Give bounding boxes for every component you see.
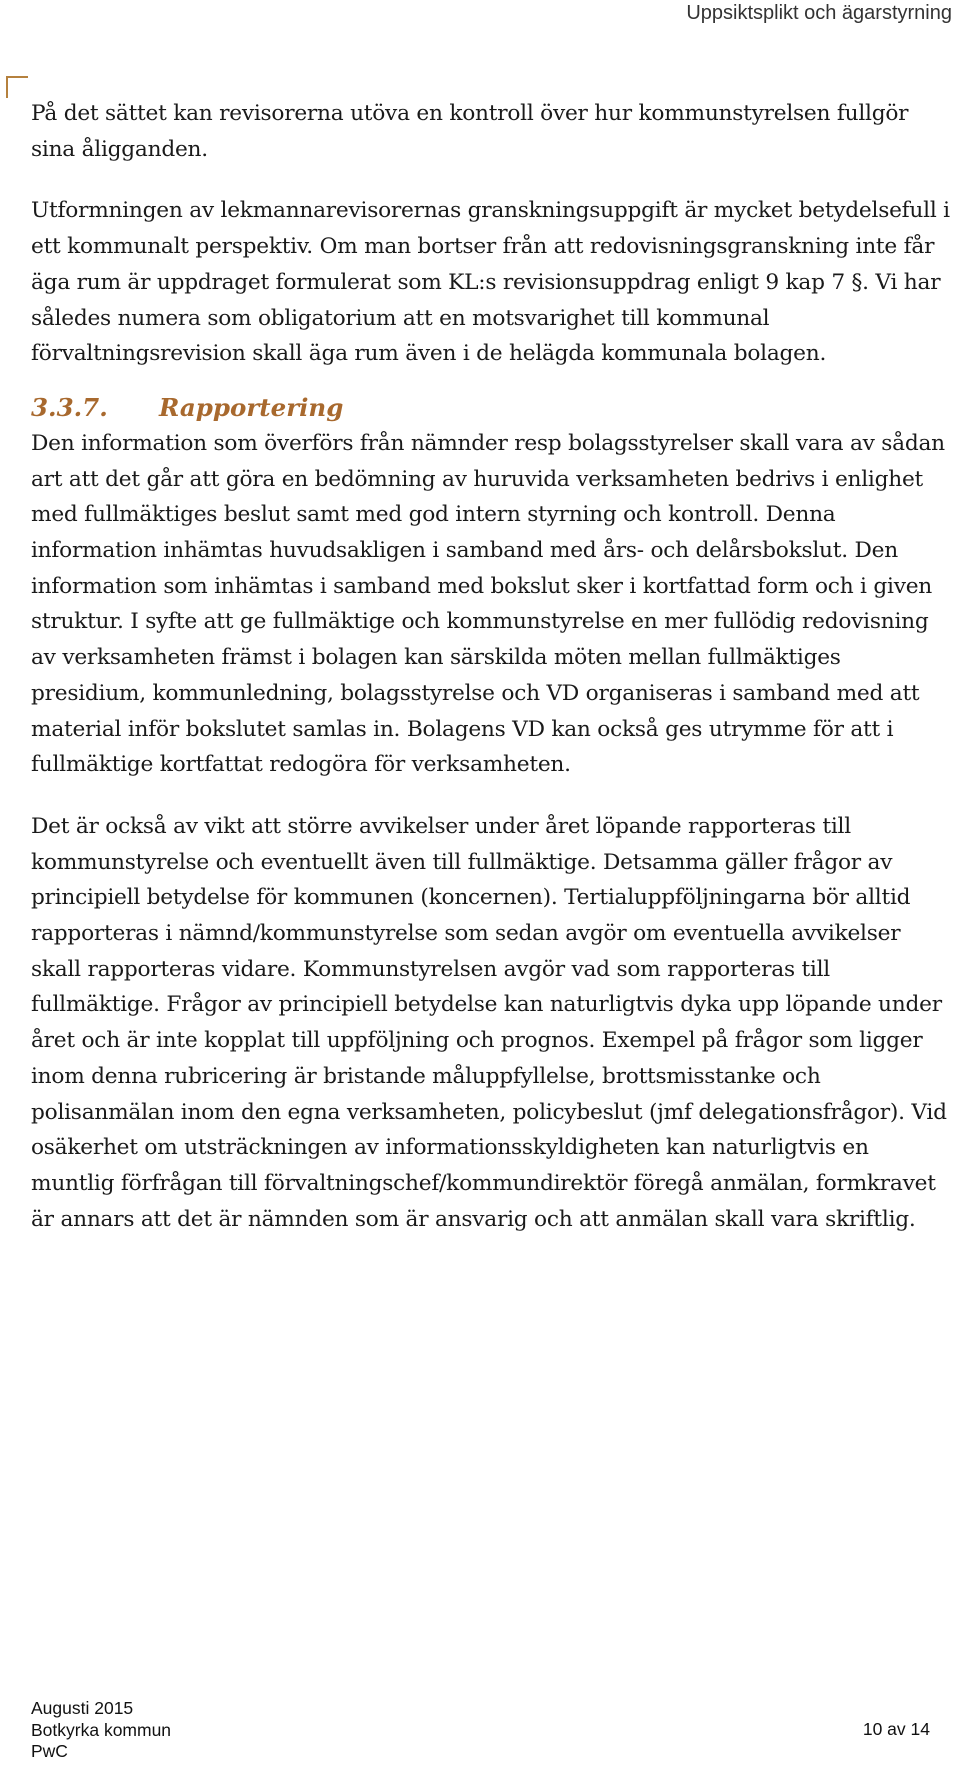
paragraph-intro: På det sättet kan revisorerna utöva en kontroll över hur kommunstyrelsen fullgör sina åligganden.: [31, 101, 909, 162]
footer-date: Augusti 2015: [31, 1698, 134, 1718]
paragraph-rapportering: Den information som överförs från nämnder resp bolagsstyrelser skall vara av sådan art att det går att göra en bedömning av huruvida verksamheten bedrivs i enlighet med fullmäktiges beslut samt med god intern styrning och kontroll. Denna information inhämtas huvudsakligen i samband med års- och delårsbokslut. Den information som inhämtas i samband med bokslut sker i kortfattad form och i given struktur. I syfte att ge fullmäktige och kommunstyrelse en mer fullödig redovisning av verksamheten främst i bolagen kan särskilda möten mellan fullmäktiges presidium, kommunledning, bolagsstyrelse och VD organiseras i samband med att material inför bokslutet samlas in. Bolagens VD kan också ges utrymme för att i fullmäktige kortfattat redogöra för verksamheten.: [31, 430, 945, 778]
page-footer: [31, 1698, 171, 1763]
section-title: Rapportering: [159, 392, 344, 422]
paragraph-lekmannarevisorer: Utformningen av lekmannarevisorernas granskningsuppgift är mycket betydelsefull i ett kommunalt perspektiv. Om man bortser från att redovisningsgranskning inte får äga rum är uppdraget formulerat som KL:s revisionsuppdrag enligt 9 kap 7 §. Vi har således numera som obligatorium att en motsvarighet till kommunal förvaltningsrevision skall äga rum även i de helägda kommunala bolagen.: [31, 198, 950, 367]
page-content: [31, 96, 951, 1237]
footer-organization: Botkyrka kommun: [31, 1719, 172, 1740]
section-heading: [31, 390, 951, 426]
running-header-title: Uppsiktsplikt och ägarstyrning: [686, 2, 952, 24]
paragraph-avvikelser: Det är också av vikt att större avvikelser under året löpande rapporteras till kommunstyrelse och eventuellt även till fullmäktige. Detsamma gäller frågor av principiell betydelse för kommunen (koncernen). Tertialuppföljningarna bör alltid rapporteras i nämnd/kommunstyrelse som sedan avgör om eventuella avvikelser skall rapporteras vidare. Kommunstyrelsen avgör vad som rapporteras till fullmäktige. Frågor av principiell betydelse kan naturligtvis dyka upp löpande under året och är inte kopplat till uppföljning och prognos. Exempel på frågor som ligger inom denna rubricering är bristande måluppfyllelse, brottsmisstanke och polisanmälan inom den egna verksamheten, policybeslut (jmf delegationsfrågor). Vid osäkerhet om utsträckningen av informationsskyldigheten kan naturligtvis en muntlig förfrågan till förvaltningschef/kommundirektör föregå anmälan, formkravet är annars att det är nämnden som är ansvarig och att anmälan skall vara skriftlig.: [31, 813, 947, 1232]
footer-company: PwC: [31, 1741, 68, 1761]
corner-bracket-decoration: [6, 76, 28, 98]
page-number: 10 av 14: [862, 1719, 930, 1739]
section-number: 3.3.7.: [31, 392, 108, 422]
